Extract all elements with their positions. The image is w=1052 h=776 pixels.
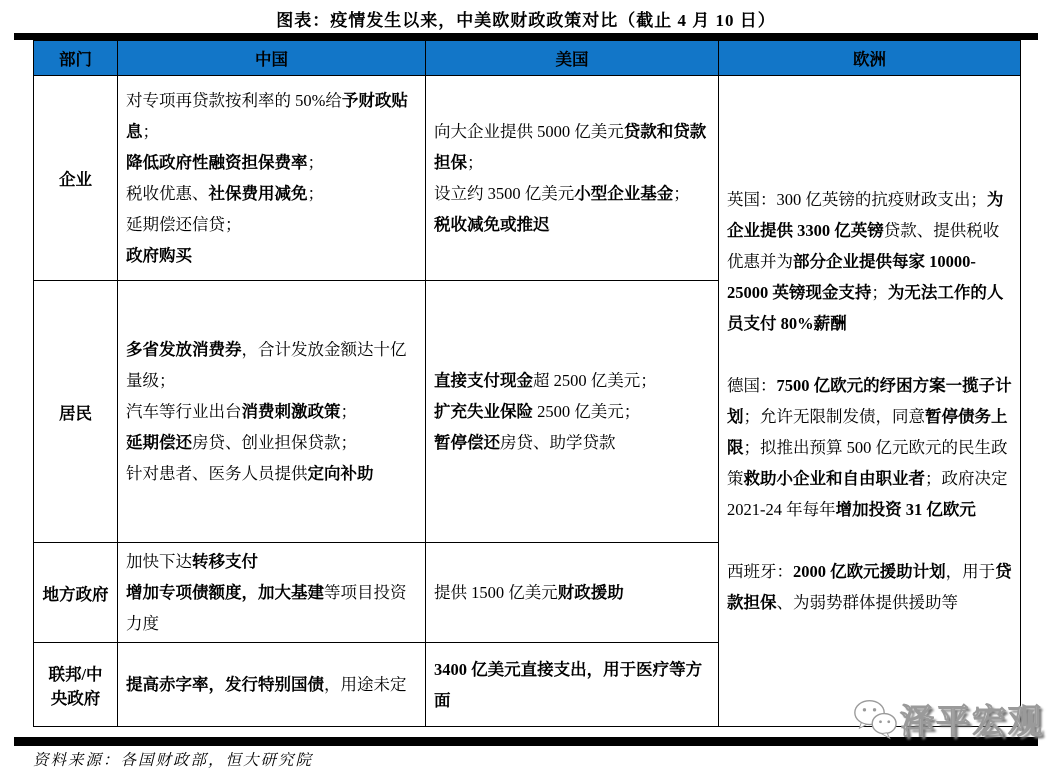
policy-item: 汽车等行业出台消费刺激政策； [126, 402, 357, 421]
source-note: 资料来源：各国财政部，恒大研究院 [33, 752, 314, 769]
us-central-government-cell [426, 643, 719, 727]
policy-item: 加快下达转移支付 [126, 552, 258, 571]
policy-item: 延期偿还房贷、创业担保贷款； [126, 433, 357, 452]
col-header-us: 美国 [426, 41, 719, 76]
us-residents-cell [426, 281, 719, 543]
row-header-residents: 居民 [34, 281, 118, 543]
china-residents-cell [118, 281, 426, 543]
row-header-local-government: 地方政府 [34, 543, 118, 643]
policy-item: 针对患者、医务人员提供定向补助 [126, 464, 374, 483]
policy-item: 德国：7500 亿欧元的纾困方案一揽子计划；允许无限制发债，同意暂停债务上限；拟推出预算 500 亿元欧元的民生政策救助小企业和自由职业者；政府决定 2021-24 年每年增加投资 31 亿欧元 [727, 376, 1012, 519]
policy-item: 提高赤字率，发行特别国债，用途未定 [126, 675, 407, 694]
policy-item: 提供 1500 亿美元财政援助 [434, 583, 624, 602]
china-local-government-cell [118, 543, 426, 643]
watermark-label: 泽平宏观 [900, 704, 1044, 741]
bottom-divider [14, 737, 1038, 746]
policy-item: 对专项再贷款按利率的 50%给予财政贴息； [126, 91, 408, 141]
policy-item: 多省发放消费券，合计发放金额达十亿量级； [126, 340, 407, 390]
china-central-government-cell [118, 643, 426, 727]
us-enterprise-cell [426, 76, 719, 281]
policy-item: 西班牙：2000 亿欧元援助计划，用于贷款担保、为弱势群体提供援助等 [727, 562, 1012, 612]
row-header-central-government: 联邦/中央政府 [34, 643, 118, 727]
policy-item: 设立约 3500 亿美元小型企业基金； [434, 184, 690, 203]
policy-item: 降低政府性融资担保费率； [126, 153, 324, 172]
col-header-department: 部门 [34, 41, 118, 76]
policy-item: 税收优惠、社保费用减免； [126, 184, 324, 203]
policy-comparison-table [33, 40, 1021, 727]
col-header-china: 中国 [118, 41, 426, 76]
china-enterprise-cell [118, 76, 426, 281]
col-header-europe: 欧洲 [719, 41, 1021, 76]
policy-item: 向大企业提供 5000 亿美元贷款和贷款担保； [434, 122, 707, 172]
policy-item: 英国：300 亿英镑的抗疫财政支出；为企业提供 3300 亿英镑贷款、提供税收优惠并为部分企业提供每家 10000-25000 英镑现金支持；为无法工作的人员支付 80%薪酬 [727, 190, 1004, 333]
europe-cell [719, 76, 1021, 727]
top-divider [14, 33, 1038, 40]
policy-item: 暂停偿还房贷、助学贷款 [434, 433, 616, 452]
header-row [34, 41, 1021, 76]
table-row-enterprise [34, 76, 1021, 281]
policy-item: 政府购买 [126, 246, 192, 265]
row-header-enterprise: 企业 [34, 76, 118, 281]
policy-item: 3400 亿美元直接支出，用于医疗等方面 [434, 659, 703, 710]
us-local-government-cell [426, 543, 719, 643]
policy-item: 税收减免或推迟 [434, 215, 550, 234]
policy-item: 扩充失业保险 2500 亿美元； [434, 402, 641, 421]
policy-item: 直接支付现金超 2500 亿美元； [434, 371, 657, 390]
policy-item: 增加专项债额度，加大基建等项目投资力度 [126, 583, 407, 633]
policy-item: 延期偿还信贷； [126, 215, 242, 234]
page-title: 图表：疫情发生以来，中美欧财政政策对比（截止 4 月 10 日） [276, 11, 776, 30]
